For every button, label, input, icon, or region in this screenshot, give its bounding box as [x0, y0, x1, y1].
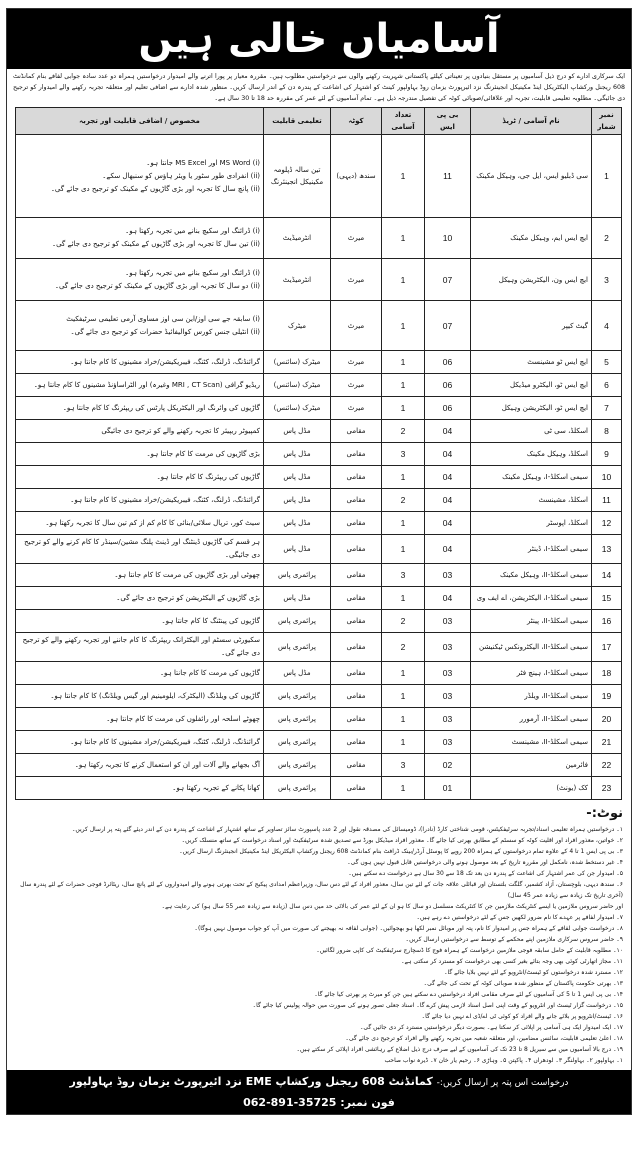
- count-cell: 3: [382, 564, 425, 587]
- experience-cell: [16, 512, 264, 535]
- table-row: [16, 564, 622, 587]
- count-cell: 1: [382, 535, 425, 564]
- quota-cell: مقامی: [331, 685, 382, 708]
- serial-cell: 22: [592, 754, 622, 777]
- experience-line: بڑی گاڑیوں کے الیکٹریشن کو ترجیح دی جائے گی۔: [116, 593, 260, 602]
- experience-line: گاڑیوں کی مرمت کا کام جانتا ہو۔: [159, 668, 260, 677]
- serial-cell: 12: [592, 512, 622, 535]
- note-item: ۱۲۔ مسترد شدہ درخواستوں کو ٹیسٹ/انٹرویو کے لئے نہیں بلایا جائے گا۔: [444, 969, 623, 976]
- notes-section: [15, 804, 623, 1066]
- experience-cell: [16, 301, 264, 351]
- count-cell: 1: [382, 587, 425, 610]
- post-cell: اسکلڈ، سی ٹی: [471, 420, 592, 443]
- table-row: [16, 489, 622, 512]
- quota-cell: مقامی: [331, 443, 382, 466]
- bps-cell: 01: [425, 777, 471, 800]
- count-cell: 1: [382, 259, 425, 301]
- note-item: ۶۔ سندھ دیہی، بلوچستان، آزاد کشمیر، گلگت بلتستان اور قبائلی علاقہ جات کے لئے تین سال، معذور افراد کے لئے دس سال، وزیراعظم امدادی پیکیج کے تحت بھرتی ہونے والے امیدواروں کے لئے پانچ سال، ریٹائرڈ فوجی حضرات کے لئے پندرہ سال (آخری تاریخ تک زیادہ سے زیادہ عمر 45 سال): [20, 881, 623, 899]
- ad-title: آسامیاں خالی ہیں: [7, 9, 631, 69]
- education-cell: میٹرک: [264, 301, 331, 351]
- bps-cell: 10: [425, 218, 471, 259]
- bps-cell: 04: [425, 512, 471, 535]
- quota-cell: مقامی: [331, 662, 382, 685]
- serial-cell: 1: [592, 135, 622, 218]
- table-row: [16, 610, 622, 633]
- experience-cell: [16, 685, 264, 708]
- quota-cell: سندھ (دیہی): [331, 135, 382, 218]
- table-row: [16, 754, 622, 777]
- bps-cell: 03: [425, 685, 471, 708]
- bps-cell: 04: [425, 420, 471, 443]
- table-row: [16, 301, 622, 351]
- serial-cell: 19: [592, 685, 622, 708]
- experience-line: (ii) انفرادی طور سٹور یا ویئر ہاؤس کو سنبھال سکے۔: [102, 171, 260, 180]
- count-cell: 1: [382, 512, 425, 535]
- bps-cell: 03: [425, 633, 471, 662]
- quota-cell: مقامی: [331, 610, 382, 633]
- table-row: [16, 587, 622, 610]
- count-cell: 2: [382, 489, 425, 512]
- table-row: [16, 685, 622, 708]
- table-row: [16, 218, 622, 259]
- experience-line: (i) سابقہ جے سی اوز/این سی اوز مساوی آرمی تعلیمی سرٹیفکیٹ: [66, 314, 260, 323]
- note-item: ۹۔ حاضر سروس سرکاری ملازمین اپنے محکمے کے توسط سے درخواستیں ارسال کریں۔: [405, 936, 623, 943]
- serial-cell: 23: [592, 777, 622, 800]
- bps-cell: 02: [425, 754, 471, 777]
- bps-cell: 03: [425, 662, 471, 685]
- education-cell: انٹرمیڈیٹ: [264, 218, 331, 259]
- note-item: ۱۔ درخواستیں ہمراہ تعلیمی اسناد/تجربہ سرٹیفکیٹس، قومی شناختی کارڈ (نادرا)، ڈومیسائل کی مصدقہ نقول اور 2 عدد پاسپورٹ سائز تصاویر کے ساتھ اشتہار کے اشاعت کے پندرہ دن کے اندر دیئے گئے پتہ پر ارسال کریں۔: [71, 826, 623, 833]
- bps-cell: 07: [425, 301, 471, 351]
- experience-line: آگ بجھانے والے آلات اور ان کو استعمال کرنے کا تجربہ رکھتا ہو۔: [74, 760, 260, 769]
- note-item: ۴۔ غیر دستخط شدہ، نامکمل اور مقررہ تاریخ کے بعد موصول ہونے والی درخواستیں قابل قبول نہیں ہوں گی۔: [347, 859, 623, 866]
- quota-cell: میرٹ: [331, 351, 382, 374]
- footer-banner: [7, 1070, 631, 1114]
- education-cell: مڈل پاس: [264, 512, 331, 535]
- count-cell: 1: [382, 374, 425, 397]
- experience-line: گرائنڈنگ، ڈرلنگ، کٹنگ، فیبریکیشن/خراد مشینوں کا کام جانتا ہو۔: [70, 357, 260, 366]
- education-cell: پرائمری پاس: [264, 754, 331, 777]
- experience-cell: [16, 662, 264, 685]
- count-cell: 1: [382, 662, 425, 685]
- experience-line: ہر قسم کی گاڑیوں ڈینٹنگ اور ڈینٹ پلنگ مشین/سینڈر کا کام کرنے والے کو ترجیح دی جائیگی۔: [24, 538, 260, 559]
- experience-line: (ii) انٹیلی جنس کورس کوالیفائیڈ حضرات کو ترجیح دی جائے گی۔: [70, 327, 260, 336]
- notes-list: [15, 824, 623, 1066]
- education-cell: پرائمری پاس: [264, 731, 331, 754]
- education-cell: پرائمری پاس: [264, 633, 331, 662]
- serial-cell: 3: [592, 259, 622, 301]
- footer-address-line: [7, 1072, 631, 1093]
- table-row: [16, 777, 622, 800]
- note-item: ۱۱۔ مجاز اتھارٹی کوئی بھی وجہ بتائے بغیر کسی بھی درخواست کو مسترد کر سکتی ہے۔: [400, 958, 623, 965]
- post-cell: سیمی اسکلڈ-I، الیکٹریشن، اے ایف وی: [471, 587, 592, 610]
- note-item: ۷۔ امیدوار لفافے پر عہدے کا نام ضرور لکھیں جس کے لئے درخواستیں دے رہے ہیں۔: [416, 914, 623, 921]
- table-row: [16, 512, 622, 535]
- experience-cell: [16, 633, 264, 662]
- post-cell: سیمی اسکلڈ-II، ویلڈر: [471, 685, 592, 708]
- education-cell: مڈل پاس: [264, 420, 331, 443]
- quota-cell: مقامی: [331, 535, 382, 564]
- post-cell: سیمی اسکلڈ-II، الیکٹرونکس ٹیکنیشن: [471, 633, 592, 662]
- experience-cell: [16, 777, 264, 800]
- table-row: [16, 633, 622, 662]
- post-cell: اسکلڈ، اپوسٹر: [471, 512, 592, 535]
- education-cell: تین سالہ ڈپلومہ مکینیکل انجینئرنگ: [264, 135, 331, 218]
- education-cell: میٹرک (سائنس): [264, 351, 331, 374]
- experience-cell: [16, 351, 264, 374]
- table-row: [16, 420, 622, 443]
- experience-cell: [16, 587, 264, 610]
- bps-cell: 03: [425, 564, 471, 587]
- count-cell: 1: [382, 777, 425, 800]
- count-cell: 3: [382, 443, 425, 466]
- education-cell: مڈل پاس: [264, 587, 331, 610]
- count-cell: 1: [382, 731, 425, 754]
- header-education: تعلیمی قابلیت: [264, 108, 331, 135]
- note-item: ۱۶۔ ٹیسٹ/انٹرویو پر بلائے جانے والے افراد کو کوئی ٹی اے/ڈی اے نہیں دیا جائے گا۔: [421, 1013, 623, 1020]
- serial-cell: 10: [592, 466, 622, 489]
- post-cell: سیمی اسکلڈ-I، ڈینٹر: [471, 535, 592, 564]
- quota-cell: میرٹ: [331, 397, 382, 420]
- note-item: ۵۔ امیدوار جن کی عمر اشتہار کی اشاعت کے پندرہ دن بعد تک 18 سے 30 سال ہے درخواست دے سکتے ہیں۔: [348, 870, 623, 877]
- post-cell: ایچ ایس ٹو مشینسٹ: [471, 351, 592, 374]
- experience-cell: [16, 374, 264, 397]
- count-cell: 3: [382, 754, 425, 777]
- experience-cell: [16, 708, 264, 731]
- table-row: [16, 135, 622, 218]
- count-cell: 2: [382, 633, 425, 662]
- count-cell: 2: [382, 610, 425, 633]
- post-cell: سی ڈبلیو ایس، ایل جی، وہیکل مکینک: [471, 135, 592, 218]
- table-row: [16, 374, 622, 397]
- footer-lead: درخواست اس پتہ پر ارسال کریں:-: [436, 1078, 569, 1088]
- note-item: ۱۔ بہاولپور ۲۔ بہاولنگر ۳۔ لودھراں ۴۔ پاکپتن ۵۔ وہاڑی ۶۔ رحیم یار خان ۷۔ ڈیرہ نواب صاحب: [384, 1057, 623, 1064]
- count-cell: 1: [382, 301, 425, 351]
- serial-cell: 5: [592, 351, 622, 374]
- footer-phone-line: [7, 1093, 631, 1112]
- bps-cell: 06: [425, 397, 471, 420]
- table-row: [16, 351, 622, 374]
- note-item: ۳۔ بی پی ایس 1 تا 4 کے علاوہ تمام درخواستوں کے ہمراہ 200 روپے کا پوسٹل آرڈر/بینک ڈرافٹ بنام کمانڈنٹ 608 ریجنل ورکشاپ الیکٹریکل اینڈ مکینیکل انجینئرنگ ارسال کریں۔: [179, 848, 623, 855]
- bps-cell: 03: [425, 610, 471, 633]
- table-row: [16, 259, 622, 301]
- experience-line: (i) ڈرائنگ اور سکیچ بنانے میں تجربہ رکھتا ہو۔: [125, 227, 260, 235]
- advertisement: [6, 8, 632, 1115]
- bps-cell: 04: [425, 489, 471, 512]
- count-cell: 1: [382, 218, 425, 259]
- experience-line: چھوٹی اور بڑی گاڑیوں کی مرمت کا کام جانتا ہو۔: [114, 570, 260, 579]
- quota-cell: میرٹ: [331, 259, 382, 301]
- table-row: [16, 466, 622, 489]
- experience-line: (ii) پانچ سال کا تجربہ اور بڑی گاڑیوں کے مکینک کو ترجیح دی جائے گی۔: [50, 184, 260, 193]
- quota-cell: مقامی: [331, 420, 382, 443]
- serial-cell: 14: [592, 564, 622, 587]
- serial-cell: 6: [592, 374, 622, 397]
- serial-cell: 16: [592, 610, 622, 633]
- post-cell: فائرمین: [471, 754, 592, 777]
- education-cell: پرائمری پاس: [264, 610, 331, 633]
- count-cell: 1: [382, 351, 425, 374]
- post-cell: کک (یونٹ): [471, 777, 592, 800]
- bps-cell: 04: [425, 587, 471, 610]
- note-item: ۱۷۔ ایک امیدوار ایک ہی آسامی پر اپلائی کر سکتا ہے۔ بصورت دیگر درخواستیں مسترد کر دی جائیں گی۔: [359, 1024, 623, 1031]
- note-item: ۱۸۔ اعلیٰ تعلیمی قابلیت، سائنس مضامین، اور متعلقہ شعبہ میں تجربہ رکھنے والے افراد کو ترجیح دی جائے گی۔: [345, 1035, 623, 1042]
- quota-cell: میرٹ: [331, 218, 382, 259]
- quota-cell: میرٹ: [331, 301, 382, 351]
- experience-line: (i) ڈرائنگ اور سکیچ بنانے میں تجربہ رکھتا ہو۔: [125, 268, 260, 277]
- quota-cell: مقامی: [331, 777, 382, 800]
- experience-line: بڑی گاڑیوں کی مرمت کا کام جانتا ہو۔: [146, 449, 260, 458]
- header-experience: مخصوص / اضافی قابلیت اور تجربہ: [16, 108, 264, 135]
- post-cell: اسکلڈ، وہیکل مکینک: [471, 443, 592, 466]
- serial-cell: 9: [592, 443, 622, 466]
- table-row: [16, 662, 622, 685]
- count-cell: 1: [382, 466, 425, 489]
- post-cell: ایچ ایس ایم، وہیکل مکینک: [471, 218, 592, 259]
- note-item: ۱۳۔ بھرتی حکومت پاکستان کے منظور شدہ صوبائی کوٹہ کے تحت کی جائے گی۔: [423, 980, 623, 987]
- post-cell: سیمی اسکلڈ-I، وہیکل مکینک: [471, 466, 592, 489]
- bps-cell: 06: [425, 351, 471, 374]
- bps-cell: 04: [425, 535, 471, 564]
- education-cell: پرائمری پاس: [264, 685, 331, 708]
- table-row: [16, 397, 622, 420]
- bps-cell: 03: [425, 708, 471, 731]
- education-cell: میٹرک (سائنس): [264, 374, 331, 397]
- experience-cell: [16, 564, 264, 587]
- post-cell: سیمی اسکلڈ-II، پینٹر: [471, 610, 592, 633]
- education-cell: مڈل پاس: [264, 466, 331, 489]
- serial-cell: 20: [592, 708, 622, 731]
- bps-cell: 06: [425, 374, 471, 397]
- experience-cell: [16, 420, 264, 443]
- bps-cell: 04: [425, 466, 471, 489]
- serial-cell: 7: [592, 397, 622, 420]
- experience-cell: [16, 754, 264, 777]
- post-cell: سیمی اسکلڈ-II، وہیکل مکینک: [471, 564, 592, 587]
- table-row: [16, 443, 622, 466]
- quota-cell: مقامی: [331, 708, 382, 731]
- experience-line: گرائنڈنگ، ڈرلنگ، کٹنگ، فیبریکیشن/خراد مشینوں کا کام جانتا ہو۔: [70, 495, 260, 504]
- experience-line: (i) MS Word اور MS Excel جانتا ہو۔: [146, 158, 260, 167]
- serial-cell: 17: [592, 633, 622, 662]
- experience-line: (ii) تین سال کا تجربہ اور بڑی گاڑیوں کے مکینک کو ترجیح دی جائے گی۔: [51, 240, 260, 248]
- header-post: نام آسامی / ٹریڈ: [471, 108, 592, 135]
- vacancies-table: [15, 107, 622, 800]
- experience-line: کھانا پکانے کے تجربہ رکھتا ہو۔: [172, 783, 260, 792]
- table-row: [16, 535, 622, 564]
- phone-number: 062-891-35725: [243, 1096, 337, 1109]
- experience-cell: [16, 535, 264, 564]
- count-cell: 2: [382, 420, 425, 443]
- education-cell: پرائمری پاس: [264, 708, 331, 731]
- bps-cell: 04: [425, 443, 471, 466]
- quota-cell: مقامی: [331, 489, 382, 512]
- serial-cell: 8: [592, 420, 622, 443]
- table-body: [16, 135, 622, 800]
- education-cell: مڈل پاس: [264, 443, 331, 466]
- post-cell: سیمی اسکلڈ-I، ہینچ فٹر: [471, 662, 592, 685]
- experience-line: گرائنڈنگ، ڈرلنگ، کٹنگ، فیبریکیشن/خراد مشینوں کا کام جانتا ہو۔: [70, 737, 260, 746]
- education-cell: مڈل پاس: [264, 662, 331, 685]
- quota-cell: مقامی: [331, 754, 382, 777]
- experience-cell: [16, 218, 264, 259]
- experience-cell: [16, 731, 264, 754]
- education-cell: پرائمری پاس: [264, 777, 331, 800]
- serial-cell: 21: [592, 731, 622, 754]
- serial-cell: 4: [592, 301, 622, 351]
- quota-cell: میرٹ: [331, 374, 382, 397]
- experience-line: گاڑیوں کی ریپئرنگ کا کام جانتا ہو۔: [156, 472, 260, 481]
- bps-cell: 03: [425, 731, 471, 754]
- footer-address: کمانڈنٹ 608 ریجنل ورکشاپ EME نزد ائیرپورٹ یزمان روڈ بہاولپور: [69, 1075, 433, 1088]
- post-cell: سیمی اسکلڈ-II، مشینسٹ: [471, 731, 592, 754]
- experience-line: (ii) دو سال کا تجربہ اور بڑی گاڑیوں کے مکینک کو ترجیح دی جائے گی۔: [54, 281, 260, 290]
- experience-line: گاڑیوں کی ویلڈنگ (الیکٹرک، ایلومینیم اور گیس ویلڈنگ) کا کام جانتا ہو۔: [50, 691, 260, 700]
- phone-label: فون نمبر:: [340, 1096, 395, 1109]
- education-cell: پرائمری پاس: [264, 564, 331, 587]
- post-cell: سیمی اسکلڈ-II، آرمورر: [471, 708, 592, 731]
- serial-cell: 13: [592, 535, 622, 564]
- quota-cell: مقامی: [331, 564, 382, 587]
- experience-line: گاڑیوں کی وائرنگ اور الیکٹریکل پارٹس کی ریپئرنگ کا کام جانتا ہو۔: [62, 403, 260, 412]
- education-cell: میٹرک (سائنس): [264, 397, 331, 420]
- experience-line: سیٹ کور، ترپال سلائی/بنائی کا کام کم از کم تین سال کا تجربہ رکھتا ہو۔: [45, 518, 260, 527]
- notes-heading: نوٹ:-: [586, 806, 623, 821]
- post-cell: ایچ ایس ٹو، الیکٹرو میڈیکل: [471, 374, 592, 397]
- post-cell: ایچ ایس ٹو، الیکٹریشن وہیکل: [471, 397, 592, 420]
- experience-cell: [16, 489, 264, 512]
- serial-cell: 2: [592, 218, 622, 259]
- experience-cell: [16, 610, 264, 633]
- quota-cell: مقامی: [331, 466, 382, 489]
- experience-line: ریڈیو گرافی (MRI , CT Scan وغیرہ) اور الٹراساؤنڈ مشینوں کا کام جانتا ہو۔: [33, 380, 260, 389]
- header-count: تعداد آسامی: [382, 108, 425, 135]
- quota-cell: مقامی: [331, 512, 382, 535]
- experience-line: سکیورٹی سسٹم اور الیکٹرانک ریپئرنگ کا کام جاننے اور تجربہ رکھنے والے کو ترجیح دی جائے گی۔: [22, 636, 260, 657]
- note-item: ۱۰۔ مطلوبہ قابلیت کے حامل سابقہ فوجی ملازمین درخواست کے ہمراہ فوج کا ڈسچارج سرٹیفکیٹ کی کاپی ضرور لگائیں۔: [316, 947, 623, 954]
- quota-cell: مقامی: [331, 731, 382, 754]
- experience-line: کمپیوٹر ریپیئر کا تجربہ رکھنے والے کو ترجیح دی جائیگی: [101, 426, 260, 435]
- note-item: ۸۔ درخواست جوابی لفافے کے ہمراہ جس پر امیدوار کا نام، پتہ اور موبائل نمبر لکھا ہو بھجوائیں۔ (جوابی لفافہ نہ بھیجنے کی صورت میں آپ کو جواب موصول نہیں ہوگا)۔: [194, 925, 623, 932]
- note-item: اور حاضر سروس ملازمین یا ایسے کنٹریکٹ ملازمین جن کا کنٹریکٹ مسلسل دو سال کا ہو ان کے لئے عمر کی بالائی حد میں دس سال (زیادہ سے زیادہ عمر 55 سال ہو) کی رعایت ہے۔: [161, 903, 623, 910]
- experience-cell: [16, 259, 264, 301]
- experience-cell: [16, 135, 264, 218]
- post-cell: اسکلڈ، مشینسٹ: [471, 489, 592, 512]
- table-row: [16, 708, 622, 731]
- bps-cell: 11: [425, 135, 471, 218]
- post-cell: گیٹ کیپر: [471, 301, 592, 351]
- table-row: [16, 731, 622, 754]
- bps-cell: 07: [425, 259, 471, 301]
- count-cell: 1: [382, 708, 425, 731]
- experience-line: چھوٹے اسلحہ اور رائفلوں کی مرمت کا کام جانتا ہو۔: [106, 714, 260, 723]
- experience-cell: [16, 397, 264, 420]
- quota-cell: مقامی: [331, 587, 382, 610]
- header-quota: کوٹہ: [331, 108, 382, 135]
- experience-cell: [16, 466, 264, 489]
- education-cell: مڈل پاس: [264, 489, 331, 512]
- serial-cell: 18: [592, 662, 622, 685]
- header-bps: بی پی ایس: [425, 108, 471, 135]
- table-header-row: [16, 108, 622, 135]
- experience-cell: [16, 443, 264, 466]
- experience-line: گاڑیوں کی پینٹنگ کا کام جانتا ہو۔: [161, 616, 260, 625]
- education-cell: انٹرمیڈیٹ: [264, 259, 331, 301]
- post-cell: ایچ ایس ون، الیکٹریشن وہیکل: [471, 259, 592, 301]
- education-cell: مڈل پاس: [264, 535, 331, 564]
- note-item: ۱۴۔ بی پی ایس 1 تا 5 کی آسامیوں کے لئے صرف مقامی افراد درخواستیں دے سکتے ہیں جن کو میرٹ پر بھرتی کیا جائے گا۔: [314, 991, 623, 998]
- note-item: ۱۵۔ درخواست گزار ٹیسٹ اور انٹرویو کے وقت اپنی اصل اسناد لازمی پیش کرے گا۔ اسناد جعلی تصور ہونے کی صورت میں حوالہ پولیس کیا جائے گا۔: [252, 1002, 623, 1009]
- count-cell: 1: [382, 685, 425, 708]
- serial-cell: 15: [592, 587, 622, 610]
- serial-cell: 11: [592, 489, 622, 512]
- count-cell: 1: [382, 135, 425, 218]
- count-cell: 1: [382, 397, 425, 420]
- intro-paragraph: ایک سرکاری ادارے کو درج ذیل آسامیوں پر مستقل بنیادوں پر تعیناتی کیلئے پاکستانی شہریت رکھنے والوں سے درخواستیں مطلوب ہیں۔ مقررہ معیار پر پورا اترنے والے امیدوار درخواستیں ہمراہ دو عدد سادہ جوابی لفافے بنام کمانڈنٹ 608 ریجنل ورکشاپ الیکٹریکل اینڈ مکینیکل انجینئرنگ نزد ائیرپورٹ یزمان روڈ بہاولپور کینٹ کو اشتہار کی اشاعت کے پندرہ دن کے اندر ارسال کریں۔ منظور شدہ ادارے سے اضافی تعلیم اور متعلقہ تجربہ رکھنے والے امیدوار کو ترجیح دی جائیگی۔ مطلوبہ تعلیمی قابلیت، تجربہ اور علاقائی/صوبائی کوٹہ کی تفصیل مندرجہ ذیل ہے۔ تمام آسامیوں کے لئے عمر کی مقررہ حد 18 تا 30 سال ہے۔: [13, 73, 625, 102]
- note-item: ۱۹۔ درج بالا آسامیوں میں سے سیریل 8 تا 23 تک کی آسامیوں کے لیے صرف درج ذیل اضلاع کے رہائشی افراد اپلائی کر سکتے ہیں۔: [296, 1046, 623, 1053]
- quota-cell: مقامی: [331, 633, 382, 662]
- header-serial: نمبر شمار: [592, 108, 622, 135]
- note-item: ۲۔ خواتین، معذور افراد اور اقلیت کوٹہ کو سسٹم کے مطابق بھرتی کیا جائے گا۔ معذور افراد میڈیکل بورڈ سے تصدیق شدہ سرٹیفکیٹ اور اسناد درخواست کے ساتھ منسلک کریں۔: [181, 837, 623, 844]
